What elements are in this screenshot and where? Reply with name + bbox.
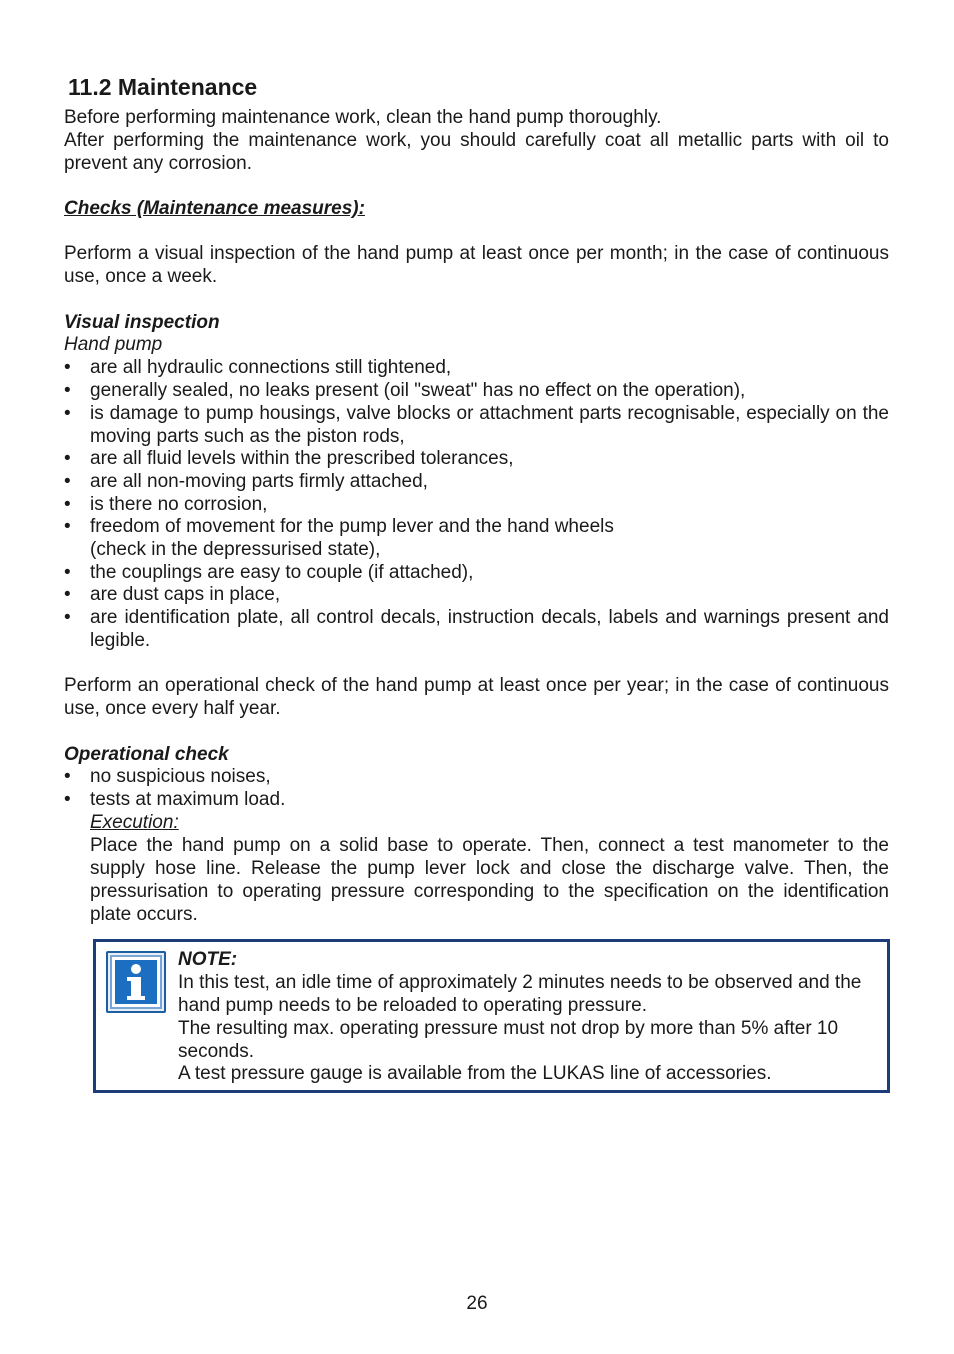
- list-item: freedom of movement for the pump lever and the hand wheels: [90, 516, 614, 537]
- page-number: 26: [466, 1293, 488, 1314]
- note-text-2: The resulting max. operating pressure must not drop by more than 5% after 10 seconds.: [178, 1018, 839, 1062]
- operational-interval-text: Perform an operational check of the hand pump at least once per year; in the case of continuous use, once every half year.: [64, 675, 889, 719]
- list-item: are dust caps in place,: [90, 584, 281, 605]
- visual-interval-text: Perform a visual inspection of the hand pump at least once per month; in the case of continuous use, once a week.: [64, 243, 889, 287]
- note-text-1: In this test, an idle time of approximately 2 minutes needs to be observed and the hand pump needs to be reloaded to operating pressure.: [178, 972, 862, 1016]
- bullet-marker: •: [64, 403, 71, 424]
- bullet-marker: •: [64, 789, 71, 810]
- list-item: are identification plate, all control decals, instruction decals, labels and warnings present and legible.: [90, 607, 889, 651]
- note-box: [93, 939, 890, 1093]
- intro-line-2: After performing the maintenance work, you should carefully coat all metallic parts with oil to prevent any corrosion.: [64, 130, 889, 174]
- list-item: are all fluid levels within the prescribed tolerances,: [90, 448, 514, 469]
- list-item: the couplings are easy to couple (if attached),: [90, 562, 474, 583]
- bullet-marker: •: [64, 516, 71, 537]
- list-item: are all non-moving parts firmly attached,: [90, 471, 428, 492]
- bullet-marker: •: [64, 494, 71, 515]
- visual-inspection-heading: Visual inspection: [64, 312, 220, 333]
- execution-label: Execution:: [90, 812, 179, 833]
- list-item: tests at maximum load.: [90, 789, 286, 810]
- intro-line-1: Before performing maintenance work, clean the hand pump thoroughly.: [64, 107, 662, 128]
- execution-text: Place the hand pump on a solid base to operate. Then, connect a test manometer to the supply hose line. Release the pump lever lock and close the discharge valve. Then, the pressurisation to operating pressure corresponding to the specification on the identification plate occurs.: [90, 835, 889, 925]
- bullet-marker: •: [64, 380, 71, 401]
- checks-heading: Checks (Maintenance measures):: [64, 198, 365, 219]
- bullet-marker: •: [64, 766, 71, 787]
- list-item: are all hydraulic connections still tightened,: [90, 357, 452, 378]
- list-item: generally sealed, no leaks present (oil "sweat" has no effect on the operation),: [90, 380, 746, 401]
- bullet-marker: •: [64, 357, 71, 378]
- list-item-continuation: (check in the depressurised state),: [90, 539, 381, 560]
- list-item: is damage to pump housings, valve blocks or attachment parts recognisable, especially on the moving parts such as the piston rods,: [90, 403, 889, 447]
- list-item: is there no corrosion,: [90, 494, 268, 515]
- list-item: no suspicious noises,: [90, 766, 271, 787]
- bullet-marker: •: [64, 471, 71, 492]
- note-title: NOTE:: [178, 949, 238, 970]
- bullet-marker: •: [64, 607, 71, 628]
- note-text-3: A test pressure gauge is available from the LUKAS line of accessories.: [178, 1063, 772, 1084]
- bullet-marker: •: [64, 448, 71, 469]
- bullet-marker: •: [64, 562, 71, 583]
- hand-pump-subheading: Hand pump: [64, 334, 163, 355]
- operational-check-heading: Operational check: [64, 744, 229, 765]
- section-heading: 11.2 Maintenance: [68, 74, 258, 100]
- bullet-marker: •: [64, 584, 71, 605]
- info-icon: [106, 951, 166, 1013]
